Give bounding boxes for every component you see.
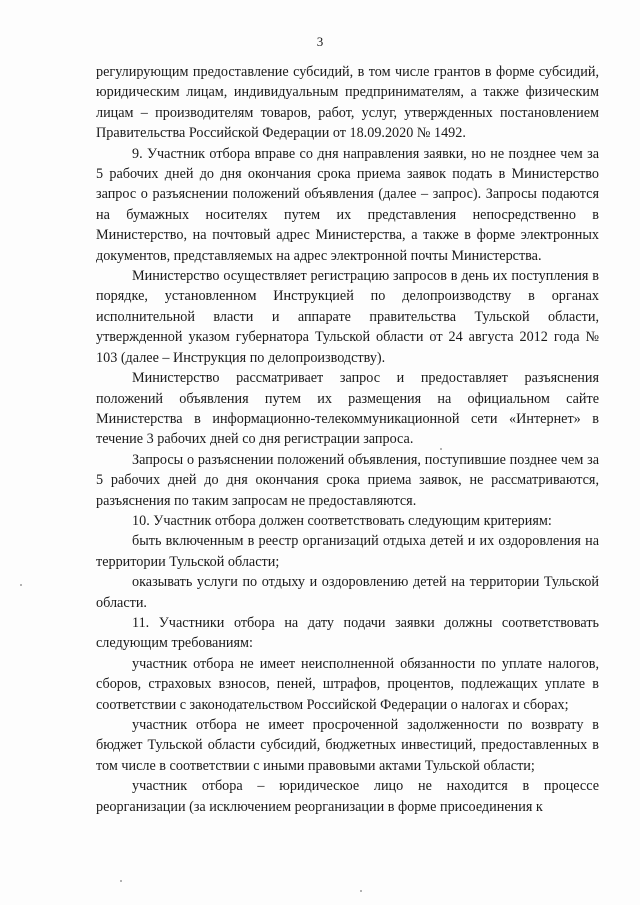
paragraph-registration: Министерство осуществляет регистрацию запросов в день их поступления в порядке, установленном Инструкцией по делопроизводству в органах исполнительной власти и аппарате правительства Тульской области, утвержденной указом губернатора Тульской области от 24 августа 2012 года № 103 (далее – Инструкция по делопроизводству). — [96, 268, 599, 366]
scan-speck — [120, 880, 122, 882]
scan-speck — [440, 448, 442, 450]
page-number: 3 — [316, 34, 324, 49]
paragraph-continuation: регулирующим предоставление субсидий, в том числе грантов в форме субсидий, юридическим лицам, индивидуальным предпринимателям, а также физическим лицам – производителям товаров, работ, услуг, утвержденных постановлением Правительства Российской Федерации от 18.09.2020 № 1492. — [96, 64, 599, 142]
paragraph-clarification: Министерство рассматривает запрос и предоставляет разъяснения положений объявления путем их размещения на официальном сайте Министерства в информационно-телекоммуникационной сети «Интернет» в течение 3 рабочих дней со дня регистрации запроса. — [96, 370, 599, 448]
paragraph-late-requests: Запросы о разъяснении положений объявления, поступившие позднее чем за 5 рабочих дней до дня окончания срока приема заявок, не рассматриваются, разъяснения по таким запросам не предоставляются. — [96, 451, 599, 509]
requirement-taxes: участник отбора не имеет неисполненной обязанности по уплате налогов, сборов, страховых взносов, пеней, штрафов, процентов, подлежащих уплате в соответствии с законодательством Российской Федерации о налогах и сборах; — [96, 655, 599, 713]
criterion-registry: быть включенным в реестр организаций отдыха детей и их оздоровления на территории Тульской области; — [96, 533, 599, 570]
requirement-debt: участник отбора не имеет просроченной задолженности по возврату в бюджет Тульской области субсидий, бюджетных инвестиций, предоставленных в том числе в соответствии с иными правовыми актами Тульской области; — [96, 717, 599, 774]
paragraph-clause-11: 11. Участники отбора на дату подачи заявки должны соответствовать следующим требованиям: — [96, 614, 599, 652]
scan-speck — [20, 584, 22, 586]
criterion-services: оказывать услуги по отдыху и оздоровлению детей на территории Тульской области. — [96, 574, 599, 611]
paragraph-clause-10: 10. Участник отбора должен соответствовать следующим критериям: — [132, 512, 552, 529]
requirement-reorganization: участник отбора – юридическое лицо не находится в процессе реорганизации (за исключением реорганизации в форме присоединения к — [96, 778, 599, 815]
scan-speck — [360, 890, 362, 892]
paragraph-clause-9: 9. Участник отбора вправе со дня направления заявки, но не позднее чем за 5 рабочих дней до дня окончания срока приема заявок подать в Министерство запрос о разъяснении положений объявления (далее – запрос). Запросы подаются на бумажных носителях путем их представления непосредственно в Министерство, на почтовый адрес Министерства, а также в форме электронных документов, представляемых на адрес электронной почты Министерства. — [96, 145, 599, 264]
document-body — [96, 62, 599, 817]
